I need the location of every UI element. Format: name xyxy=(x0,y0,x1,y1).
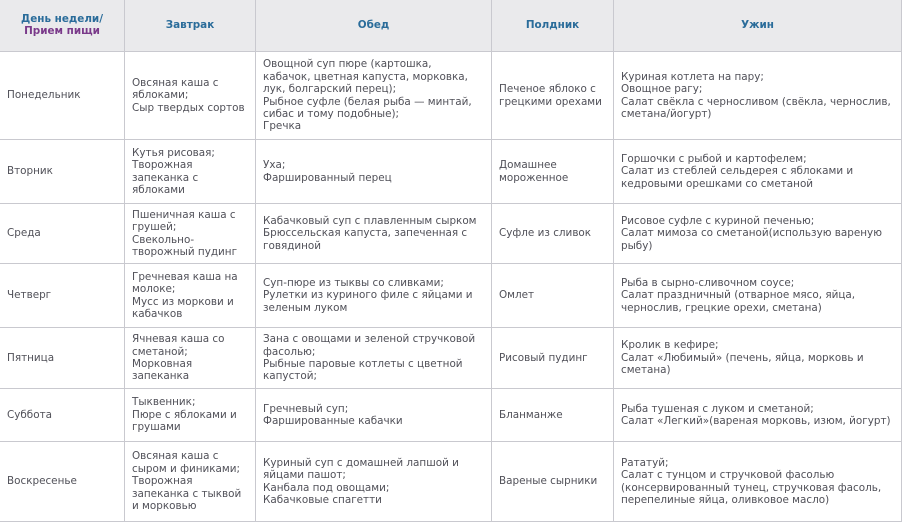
header-day-line2b: Прием xyxy=(24,25,64,37)
dinner-cell xyxy=(614,389,902,442)
table-row xyxy=(0,204,902,264)
breakfast-line: Ячневая каша со xyxy=(132,333,225,346)
dinner-cell xyxy=(614,204,902,264)
breakfast-line: грушей; xyxy=(132,221,177,234)
lunch-line: Рыбное суфле (белая рыба — минтай, xyxy=(263,95,472,108)
lunch-line: Кабачковые спагетти xyxy=(263,493,382,506)
breakfast-line: и морковью xyxy=(132,500,197,513)
day-cell: Среда xyxy=(0,204,125,264)
lunch-line: Уха; xyxy=(263,159,286,172)
breakfast-line: запеканка xyxy=(132,370,190,383)
lunch-cell xyxy=(256,264,492,328)
lunch-line: Канбала под овощами; xyxy=(263,481,390,494)
lunch-line: Фаршированный перец xyxy=(263,171,392,184)
breakfast-line: Кутья рисовая; xyxy=(132,146,215,159)
breakfast-cell xyxy=(125,328,256,389)
header-day-line1: День xyxy=(20,12,52,25)
dinner-line: сметана) xyxy=(621,364,671,377)
lunch-line: сибас и тому подобные); xyxy=(263,107,400,120)
breakfast-line: сыром и финиками; xyxy=(132,462,240,475)
day-cell: Суббота xyxy=(0,389,125,442)
snack-line: Печеное яблоко с xyxy=(499,83,596,96)
dinner-cell xyxy=(614,264,902,328)
lunch-line: Гречка xyxy=(263,120,302,133)
lunch-cell xyxy=(256,442,492,522)
lunch-line: говядиной xyxy=(263,239,322,252)
dinner-line: (консервированный тунец, стручковая фасоль, xyxy=(621,481,882,494)
dinner-line: кедровыми орешками со сметаной xyxy=(621,177,814,190)
dinner-line: Салат из стеблей сельдерея с яблоками и xyxy=(621,165,854,178)
breakfast-cell xyxy=(125,264,256,328)
dinner-line: Рататуй; xyxy=(621,456,669,469)
dinner-line: сметана/йогурт) xyxy=(621,107,712,120)
breakfast-line: Сыр твердых сортов xyxy=(132,101,245,114)
lunch-cell xyxy=(256,389,492,442)
table-row xyxy=(0,140,902,204)
dinner-line: Салат с тунцом и стручковой фасолью xyxy=(621,469,835,482)
dinner-cell xyxy=(614,442,902,522)
breakfast-cell xyxy=(125,140,256,204)
breakfast-line: Тыквенник; xyxy=(132,396,196,409)
breakfast-line: Овсяная каша с xyxy=(132,76,219,89)
lunch-line: кабачок, цветная капуста, морковка, xyxy=(263,70,468,83)
lunch-cell xyxy=(256,204,492,264)
snack-cell xyxy=(492,442,614,522)
lunch-line: Суп-пюре из тыквы со сливками; xyxy=(263,276,444,289)
breakfast-cell xyxy=(125,204,256,264)
snack-cell xyxy=(492,264,614,328)
header-day-meal xyxy=(0,0,125,52)
dinner-line: Салат свёкла с черносливом (свёкла, чернослив, xyxy=(621,95,891,108)
header-dinner: Ужин xyxy=(614,0,902,52)
dinner-line: перепелиные яйца, оливковое масло) xyxy=(621,493,830,506)
lunch-cell xyxy=(256,140,492,204)
table-row xyxy=(0,442,902,522)
breakfast-line: творожный пудинг xyxy=(132,245,238,258)
lunch-line: Рыбные паровые котлеты с цветной xyxy=(263,358,463,370)
dinner-line: Рыба в сырно-сливочном соусе; xyxy=(621,276,795,289)
lunch-line: Рулетки из куриного филе с яйцами и xyxy=(263,289,473,302)
breakfast-line: запеканка с тыквой xyxy=(132,487,242,500)
header-day-line3: пищи xyxy=(66,25,100,37)
dinner-line: Горшочки с рыбой и картофелем; xyxy=(621,152,807,165)
day-cell: Воскресенье xyxy=(0,442,125,522)
breakfast-line: Свекольно- xyxy=(132,233,195,246)
header-snack: Полдник xyxy=(492,0,614,52)
snack-line: Рисовый пудинг xyxy=(499,351,588,364)
snack-cell xyxy=(492,52,614,140)
lunch-line: фасолью; xyxy=(263,345,316,358)
dinner-line: Салат мимоза со сметаной(использую вареную xyxy=(621,227,882,240)
table-row xyxy=(0,389,902,442)
lunch-line: Брюссельская капуста, запеченная с xyxy=(263,227,468,240)
snack-line: Омлет xyxy=(499,289,535,302)
breakfast-line: сметаной; xyxy=(132,345,188,358)
day-cell: Понедельник xyxy=(0,52,125,140)
lunch-line: Кабачковый суп с плавленным сырком xyxy=(263,214,477,227)
snack-line: Бланманже xyxy=(499,408,563,421)
breakfast-cell xyxy=(125,52,256,140)
dinner-cell xyxy=(614,140,902,204)
snack-cell xyxy=(492,204,614,264)
header-breakfast: Завтрак xyxy=(125,0,256,52)
lunch-line: Гречневый суп; xyxy=(263,402,349,415)
lunch-line: Зана с овощами и зеленой стручковой xyxy=(263,333,476,346)
breakfast-line: Пшеничная каша с xyxy=(132,208,236,221)
dinner-line: чернослив, грецкие орехи, сметана) xyxy=(621,301,822,314)
breakfast-line: яблоками xyxy=(132,183,185,196)
header-lunch: Обед xyxy=(256,0,492,52)
lunch-cell xyxy=(256,52,492,140)
breakfast-line: Творожная xyxy=(132,475,193,488)
table-row xyxy=(0,264,902,328)
snack-cell xyxy=(492,140,614,204)
snack-line: Суфле из сливок xyxy=(499,227,592,240)
table-header-row xyxy=(0,0,902,52)
snack-line: мороженное xyxy=(499,171,569,184)
table-body xyxy=(0,52,902,522)
lunch-line: капустой; xyxy=(263,370,317,383)
snack-line: грецкими орехами xyxy=(499,95,602,108)
lunch-line: Фаршированные кабачки xyxy=(263,415,403,427)
dinner-line: Салат «Любимый» (печень, яйца, морковь и xyxy=(621,351,864,364)
dinner-line: Салат «Легкий»(вареная морковь, изюм, йогурт) xyxy=(621,415,891,427)
snack-cell xyxy=(492,389,614,442)
dinner-line: рыбу) xyxy=(621,239,653,252)
dinner-line: Салат праздничный (отварное мясо, яйца, xyxy=(621,289,856,302)
lunch-line: Куриный суп с домашней лапшой и xyxy=(263,456,459,469)
breakfast-line: Творожная xyxy=(132,159,193,172)
day-cell: Вторник xyxy=(0,140,125,204)
lunch-line: Овощной суп пюре (картошка, xyxy=(263,58,432,71)
snack-line: Вареные сырники xyxy=(499,475,598,488)
breakfast-line: яблоками; xyxy=(132,89,189,102)
lunch-line: зеленым луком xyxy=(263,301,348,314)
table-row xyxy=(0,328,902,389)
table-row xyxy=(0,52,902,140)
snack-cell xyxy=(492,328,614,389)
dinner-line: Рыба тушеная с луком и сметаной; xyxy=(621,402,814,415)
dinner-line: Овощное рагу; xyxy=(621,83,703,96)
dinner-line: Куриная котлета на пару; xyxy=(621,70,764,83)
breakfast-cell xyxy=(125,389,256,442)
snack-line: Домашнее xyxy=(499,159,557,172)
breakfast-line: Морковная xyxy=(132,358,193,370)
breakfast-line: Гречневая каша на xyxy=(132,270,238,283)
breakfast-line: молоке; xyxy=(132,283,176,296)
breakfast-line: кабачков xyxy=(132,307,183,320)
day-cell: Четверг xyxy=(0,264,125,328)
dinner-line: Рисовое суфле с куриной печенью; xyxy=(621,214,815,227)
lunch-line: лук, болгарский перец); xyxy=(263,83,397,96)
day-cell: Пятница xyxy=(0,328,125,389)
breakfast-line: грушами xyxy=(132,421,181,434)
breakfast-cell xyxy=(125,442,256,522)
dinner-cell xyxy=(614,328,902,389)
lunch-cell xyxy=(256,328,492,389)
header-day-line2: недели/ xyxy=(54,12,104,25)
breakfast-line: Овсяная каша с xyxy=(132,450,219,463)
breakfast-line: запеканка с xyxy=(132,171,199,184)
breakfast-line: Мусс из моркови и xyxy=(132,295,234,308)
breakfast-line: Пюре с яблоками и xyxy=(132,408,237,421)
dinner-line: Кролик в кефире; xyxy=(621,339,719,352)
lunch-line: яйцами пашот; xyxy=(263,469,346,482)
dinner-cell xyxy=(614,52,902,140)
